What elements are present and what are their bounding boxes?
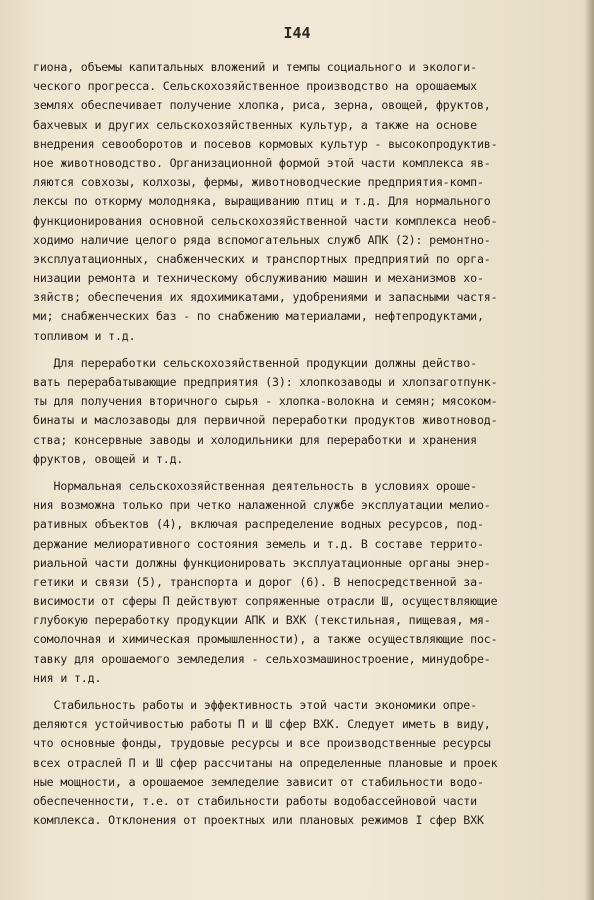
text-line: функционирования основной сельскохозяйственной части комплекса необ-: [33, 213, 498, 228]
text-line: фруктов, овощей и т.д.: [33, 451, 184, 466]
text-line: что основные фонды, трудовые ресурсы и все производственные ресурсы: [33, 736, 491, 751]
text-line: ния возможна только при четко налаженной службе эксплуатации мелио-: [33, 498, 491, 513]
text-line: бинаты и маслозаводы для первичной переработки продуктов животновод-: [33, 413, 498, 428]
text-line: сомолочная и химическая промышленности), а также осуществляющие пос-: [33, 632, 498, 647]
page-edge-shadow: [584, 0, 594, 900]
text-line: деляются устойчивостью работы П и Ш сфер ВХК. Следует иметь в виду,: [33, 717, 491, 732]
text-line: тавку для орошаемого земледелия - сельхозмашиностроение, минудобре-: [33, 651, 491, 666]
text-line: зяйств; обеспечения их ядохимикатами, удобрениями и запасными частя-: [33, 290, 498, 305]
text-line: обеспеченности, т.е. от стабильности работы водобассейновой части: [33, 793, 477, 808]
text-line: ства; консервные заводы и холодильники для переработки и хранения: [33, 432, 477, 447]
text-line: эксплуатационных, снабженческих и транспортных предприятий по орга-: [33, 251, 491, 266]
text-line: комплекса. Отклонения от проектных или плановых режимов I сфер ВХК: [33, 813, 484, 828]
text-line: внедрения севооборотов и посевов кормовых культур - высокопродуктив-: [33, 136, 498, 151]
text-line: вать перерабатывающие предприятия (3): хлопкозаводы и хлопзаготпунк-: [33, 375, 498, 389]
text-line: бахчевых и других сельскохозяйственных культур, а также на основе: [33, 117, 477, 132]
text-line: ния и т.д.: [33, 670, 102, 685]
text-line: Для переработки сельскохозяйственной продукции должны действо-: [33, 355, 477, 370]
text-line: лексы по откорму молодняка, выращиванию птиц и т.д. Для нормального: [33, 194, 491, 209]
text-line: ные мощности, а орошаемое земледелие зависит от стабильности водо-: [33, 774, 484, 789]
body-text: [33, 58, 581, 830]
page-number: I44: [283, 24, 311, 42]
text-line: держание мелиоративного состояния земель и т.д. В составе террито-: [33, 536, 484, 551]
text-line: риальной части должны функционировать эксплуатационные органы энер-: [33, 555, 491, 570]
text-line: Стабильность работы и эффективность этой части экономики опре-: [33, 698, 477, 712]
text-line: ты для получения вторичного сырья - хлопка-волокна и семян; мясоком-: [33, 394, 498, 409]
text-line: ративных объектов (4), включая распределение водных ресурсов, под-: [33, 517, 484, 532]
text-line: ми; снабженческих баз - по снабжению материалами, нефтепродуктами,: [33, 309, 484, 324]
text-line: глубокую переработку продукции АПК и ВХК (текстильная, пищевая, мя-: [33, 613, 491, 628]
text-line: низации ремонта и техническому обслуживанию машин и механизмов хо-: [33, 271, 484, 286]
text-line: землях обеспечивает получение хлопка, риса, зерна, овощей, фруктов,: [33, 98, 491, 113]
text-line: ное животноводство. Организационной формой этой части комплекса яв-: [33, 155, 491, 170]
text-line: гиона, объемы капитальных вложений и темпы социального и экологи-: [33, 60, 477, 74]
text-line: топливом и т.д.: [33, 328, 136, 343]
text-line: ходимо наличие целого ряда вспомогательных служб АПК (2): ремонтно-: [33, 232, 491, 247]
text-line: ляются совхозы, колхозы, фермы, животноводческие предприятия-комп-: [33, 175, 484, 190]
text-line: всех отраслей П и Ш сфер рассчитаны на определенные плановые и проек: [33, 755, 498, 770]
text-line: висимости от сферы П действуют сопряженные отрасли Ш, осуществляющие: [33, 594, 498, 609]
text-line: Нормальная сельскохозяйственная деятельность в условиях ороше-: [33, 478, 477, 493]
text-line: ческого прогресса. Сельскохозяйственное производство на орошаемых: [33, 79, 477, 94]
text-line: гетики и связи (5), транспорта и дорог (6). В непосредственной за-: [33, 574, 484, 589]
